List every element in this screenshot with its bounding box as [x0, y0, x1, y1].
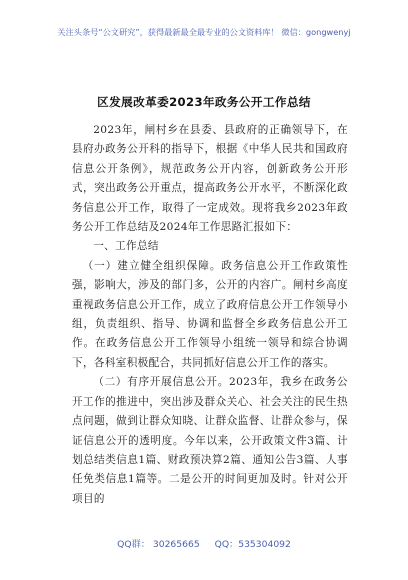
footer-contact	[0, 536, 408, 550]
document-body	[72, 121, 348, 509]
footer-qq-group: QQ群： 30265665	[117, 539, 200, 550]
document-title: 区发展改革委2023年政务公开工作总结	[97, 95, 311, 109]
promo-banner: 关注头条号“公文研究”，获得最新最全最专业的公文资料库！ 微信：gongwenyj	[57, 27, 351, 37]
section-heading-work-summary: 一、工作总结	[93, 240, 159, 253]
paragraph-disclosure: （二）有序开展信息公开。2023年，我乡在政务公开工作的推进中，突出涉及群众关心、社会关注的民生热点问题，做到让群众知晓、让群众监督、让群众参与，保证信息公开的透明度。今年以来，公开政策文件3篇、计划总结类信息1篇、财政预决算2篇、通知公告3篇、人事任免类信息1篇等。二是公开的时间更加及时。针对公开项目的	[72, 376, 348, 505]
footer-qq: QQ：535304092	[214, 539, 291, 550]
intro-paragraph: 2023年，闸村乡在县委、县政府的正确领导下，在县府办政务公开科的指导下，根据《中华人民共和国政府信息公开条例》，规范政务公开内容，创新政务公开形式，突出政务公开重点，提高政务公开水平，不断深化政务信息公开工作，取得了一定成效。现将我乡2023年政务公开工作总结及2024年工作思路汇报如下：	[72, 124, 348, 234]
paragraph-organization: （一）建立健全组织保障。政务信息公开工作政策性强，影响大，涉及的部门多，公开的内容广。闸村乡高度重视政务信息公开工作，成立了政府信息公开工作领导小组，负责组织、指导、协调和监督全乡政务信息公开工作。在政务信息公开工作领导小组统一领导和综合协调下，各科室积极配合，共同抓好信息公开工作的落实。	[72, 259, 348, 369]
